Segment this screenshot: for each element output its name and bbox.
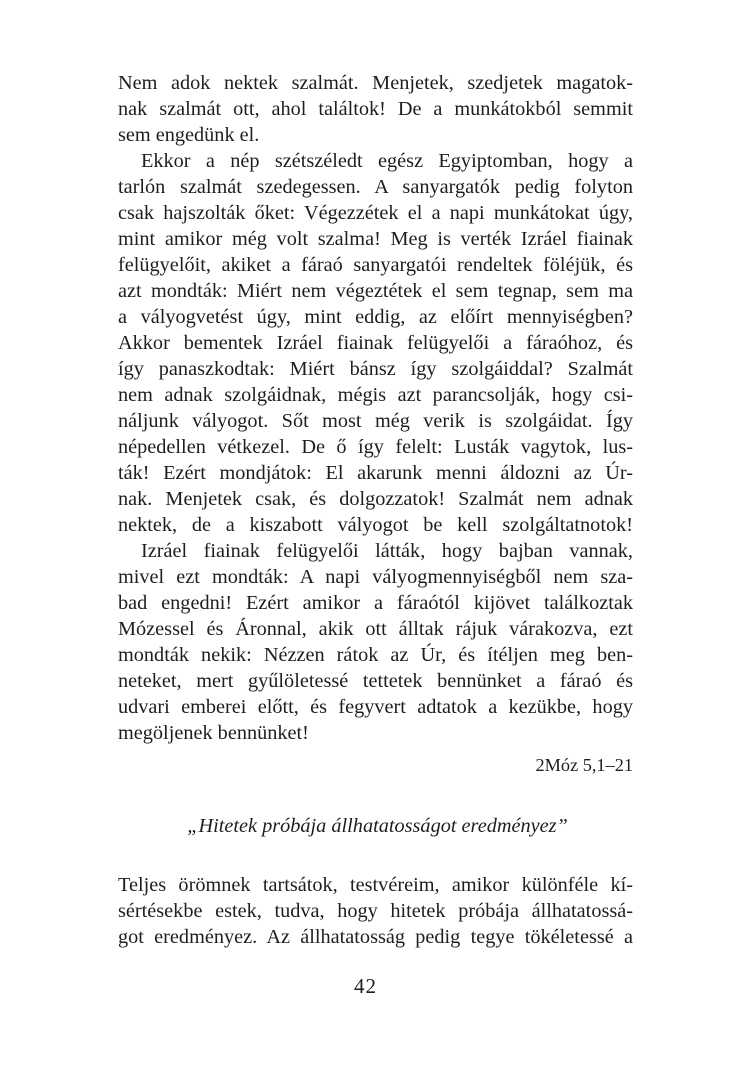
passage-line: mondták nekik: Nézzen rátok az Úr, és ítéljen meg ben-	[118, 644, 633, 666]
passage-line: nem adnak szolgáidnak, mégis azt parancsolják, hogy csi-	[118, 384, 633, 406]
devotion-line: Teljes örömnek tartsátok, testvéreim, amikor különféle kí-	[118, 874, 633, 896]
devotion-line: sértésekbe estek, tudva, hogy hitetek próbája állhatatossá-	[118, 900, 633, 922]
passage-line: csak hajszolták őket: Végezzétek el a napi munkátokat úgy,	[118, 202, 633, 224]
scripture-reference: 2Móz 5,1–21	[535, 755, 633, 775]
passage-line: neteket, mert gyűlöletessé tettetek bennünket a fáraó és	[118, 670, 633, 692]
passage-line: sem engedünk el.	[118, 124, 260, 146]
passage-line: a vályogvetést úgy, mint eddig, az előírt mennyiségben?	[118, 306, 633, 328]
passage-line: mivel ezt mondták: A napi vályogmennyiségből nem sza-	[118, 566, 633, 588]
passage-line: udvari emberei előtt, és fegyvert adtatok a kezükbe, hogy	[118, 696, 633, 718]
passage-line: bad engedni! Ezért amikor a fáraótól kijövet találkoztak	[118, 592, 633, 614]
devotion-text	[118, 872, 633, 950]
passage-line: megöljenek bennünket!	[118, 722, 309, 744]
scripture-passage	[118, 70, 633, 746]
passage-line: azt mondták: Miért nem végeztétek el sem tegnap, sem ma	[118, 280, 633, 302]
page-number: 42	[354, 974, 377, 998]
page-body	[118, 70, 633, 950]
passage-line: így panaszkodtak: Miért bánsz így szolgáiddal? Szalmát	[118, 358, 633, 380]
devotion-line: got eredményez. Az állhatatosság pedig tegye tökéletessé a	[118, 926, 633, 948]
passage-line: népedellen vétkezel. De ő így felelt: Lusták vagytok, lus-	[118, 436, 633, 458]
passage-line: ták! Ezért mondjátok: El akarunk menni áldozni az Úr-	[118, 462, 633, 484]
section-heading: „Hitetek próbája állhatatosságot eredményez”	[187, 815, 568, 837]
passage-line: Ekkor a nép szétszéledt egész Egyiptomban, hogy a	[141, 150, 633, 172]
passage-line: náljunk vályogot. Sőt most még verik is szolgáidat. Így	[118, 410, 633, 432]
passage-line: Izráel fiainak felügyelői látták, hogy bajban vannak,	[141, 540, 633, 562]
passage-line: Akkor bementek Izráel fiainak felügyelői a fáraóhoz, és	[118, 332, 633, 354]
passage-line: Nem adok nektek szalmát. Menjetek, szedjetek magatok-	[118, 72, 633, 94]
passage-line: nak szalmát ott, ahol találtok! De a munkátokból semmit	[118, 98, 633, 120]
passage-line: mint amikor még volt szalma! Meg is verték Izráel fiainak	[118, 228, 633, 250]
passage-line: Mózessel és Áronnal, akik ott álltak rájuk várakozva, ezt	[118, 618, 633, 640]
passage-line: felügyelőit, akiket a fáraó sanyargatói rendeltek föléjük, és	[118, 254, 633, 276]
passage-line: nektek, de a kiszabott vályogot be kell szolgáltatnotok!	[118, 514, 633, 536]
passage-line: nak. Menjetek csak, és dolgozzatok! Szalmát nem adnak	[118, 488, 633, 510]
passage-line: tarlón szalmát szedegessen. A sanyargatók pedig folyton	[118, 176, 633, 198]
